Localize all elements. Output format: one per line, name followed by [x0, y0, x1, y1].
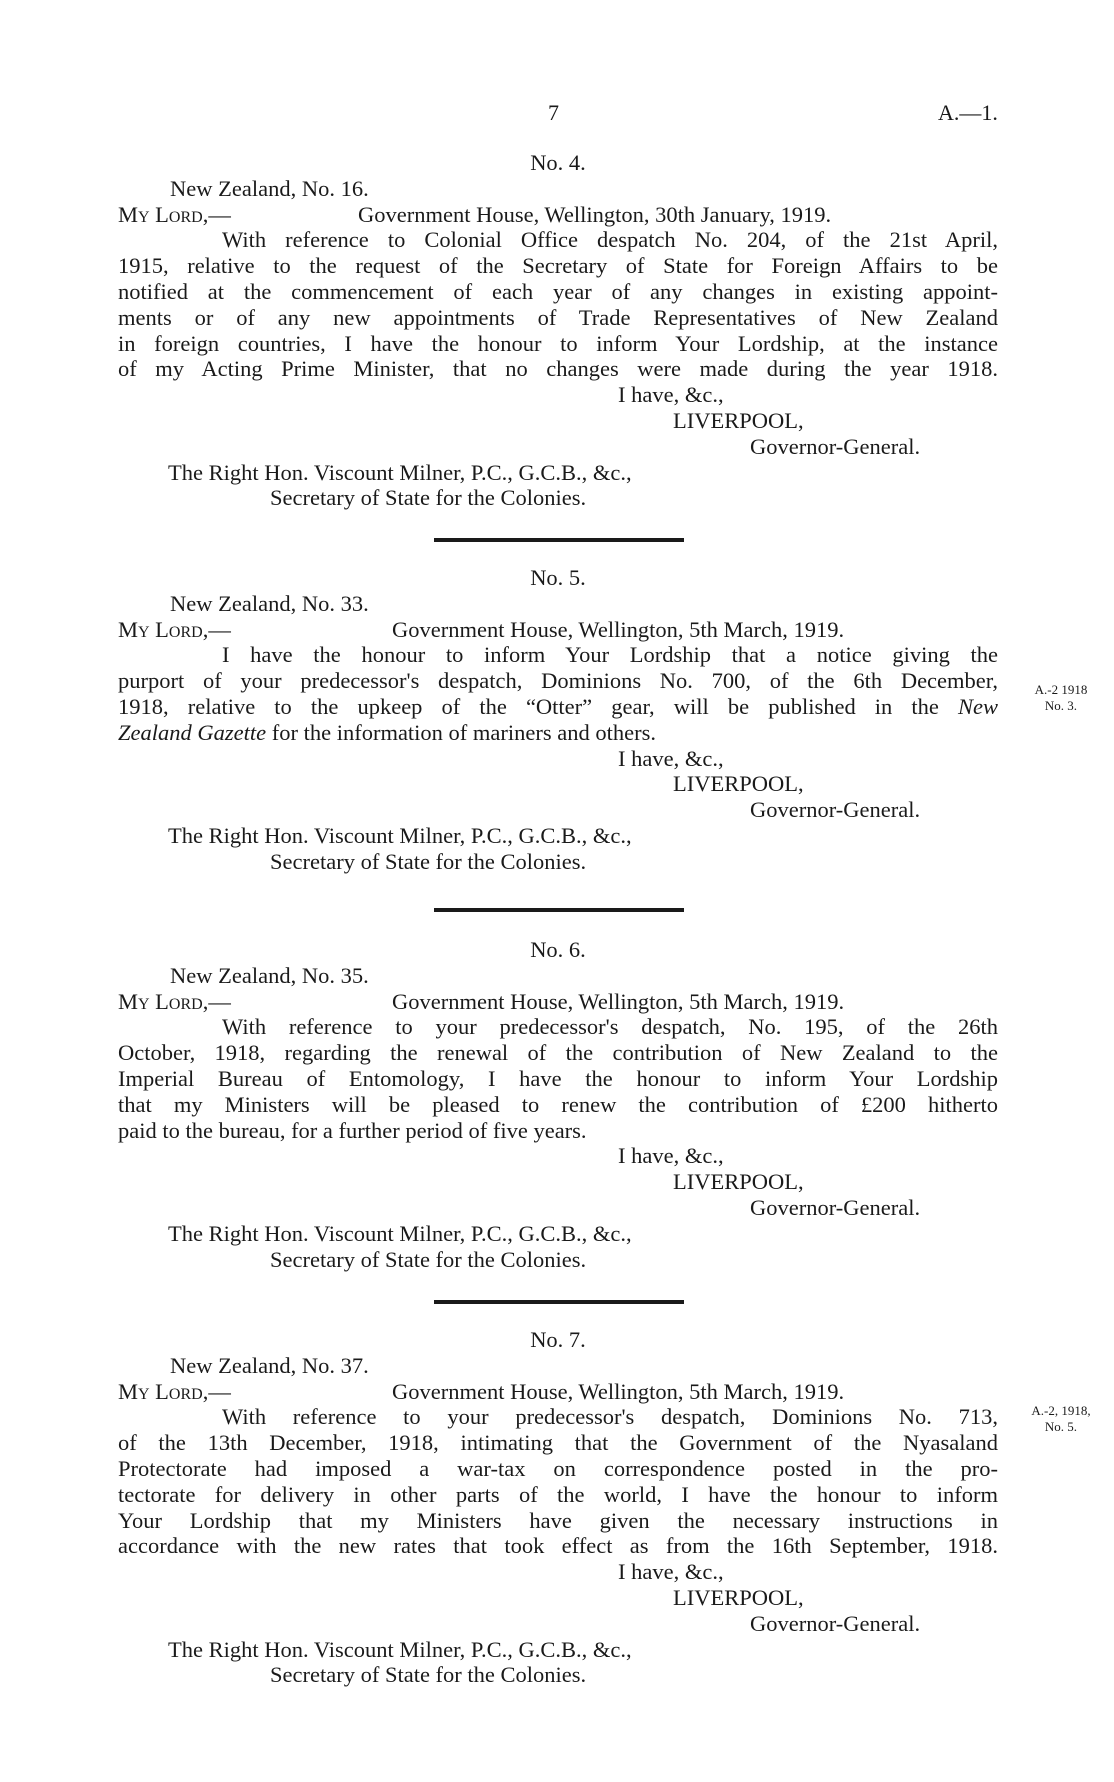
- letter-no-6: [118, 937, 998, 1272]
- letter-number: No. 4.: [530, 150, 586, 175]
- section-divider: [434, 538, 684, 542]
- signatory-title: Governor-General.: [750, 1194, 921, 1220]
- body-line: October, 1918, regarding the renewal of the contribution of New Zealand to the: [118, 1040, 998, 1066]
- body-line: [118, 694, 998, 720]
- body-text: 1918, relative to the upkeep of the “Otter” gear, will be published in the: [118, 693, 939, 719]
- addressee-office: Secretary of State for the Colonies.: [270, 1246, 587, 1272]
- salutation: My Lord,—: [118, 201, 231, 227]
- letter-reference: New Zealand, No. 35.: [170, 962, 369, 988]
- body-line: tectorate for delivery in other parts of the world, I have the honour to inform: [118, 1481, 998, 1507]
- page-number: 7: [548, 100, 559, 125]
- signature: LIVERPOOL,: [673, 407, 804, 433]
- letter-no-4: [118, 150, 998, 511]
- body-line: [118, 720, 998, 746]
- margin-note: [1016, 1403, 1106, 1435]
- addressee: The Right Hon. Viscount Milner, P.C., G.C.B., &c.,: [168, 822, 632, 848]
- addressee-office: Secretary of State for the Colonies.: [270, 485, 587, 511]
- signature: LIVERPOOL,: [673, 771, 804, 797]
- letter-reference: New Zealand, No. 37.: [170, 1352, 369, 1378]
- sender-address: Government House, Wellington, 5th March, 1919.: [392, 988, 845, 1014]
- body-line: With reference to your predecessor's despatch, No. 195, of the 26th: [222, 1014, 998, 1040]
- sender-address: Government House, Wellington, 5th March, 1919.: [392, 1378, 845, 1404]
- body-line: With reference to your predecessor's despatch, Dominions No. 713,: [222, 1404, 998, 1430]
- body-italic: Zealand Gazette: [118, 719, 267, 745]
- body-line: With reference to Colonial Office despatch No. 204, of the 21st April,: [222, 227, 998, 253]
- body-line: ments or of any new appointments of Trade Representatives of New Zealand: [118, 304, 998, 330]
- addressee-office: Secretary of State for the Colonies.: [270, 1662, 587, 1688]
- addressee: The Right Hon. Viscount Milner, P.C., G.C.B., &c.,: [168, 1636, 632, 1662]
- margin-note-line: A.-2 1918: [1034, 682, 1088, 697]
- body-line: Protectorate had imposed a war-tax on correspondence posted in the pro-: [118, 1455, 998, 1481]
- body-line: that my Ministers will be pleased to renew the contribution of £200 hitherto: [118, 1091, 998, 1117]
- addressee: The Right Hon. Viscount Milner, P.C., G.C.B., &c.,: [168, 459, 632, 485]
- letter-number: No. 7.: [530, 1327, 586, 1352]
- body-line: of my Acting Prime Minister, that no changes were made during the year 1918.: [118, 356, 998, 382]
- closing: I have, &c.,: [618, 745, 724, 771]
- salutation-row: [118, 989, 998, 1015]
- body-line: in foreign countries, I have the honour to inform Your Lordship, at the instance: [118, 330, 998, 356]
- body-text: for the information of mariners and others.: [266, 719, 656, 745]
- closing: I have, &c.,: [618, 382, 724, 408]
- sender-address: Government House, Wellington, 30th January, 1919.: [358, 201, 832, 227]
- margin-note-line: No. 5.: [1044, 1419, 1078, 1434]
- section-divider: [434, 1300, 684, 1304]
- letter-reference: New Zealand, No. 33.: [170, 590, 369, 616]
- letter-number: No. 6.: [530, 937, 586, 962]
- addressee-office: Secretary of State for the Colonies.: [270, 848, 587, 874]
- letter-number: No. 5.: [530, 565, 586, 590]
- body-line: accordance with the new rates that took effect as from the 16th September, 1918.: [118, 1533, 998, 1559]
- signatory-title: Governor-General.: [750, 1610, 921, 1636]
- closing: I have, &c.,: [618, 1143, 724, 1169]
- body-line: paid to the bureau, for a further period of five years.: [118, 1117, 587, 1143]
- document-reference: A.—1.: [938, 100, 998, 125]
- letter-no-5: [118, 565, 998, 875]
- margin-note: [1016, 682, 1106, 714]
- salutation: My Lord,—: [118, 988, 231, 1014]
- salutation: My Lord,—: [118, 1378, 231, 1404]
- signatory-title: Governor-General.: [750, 433, 921, 459]
- salutation-row: [118, 1379, 998, 1405]
- letter-no-7: [118, 1327, 998, 1688]
- body-line: 1915, relative to the request of the Secretary of State for Foreign Affairs to be: [118, 253, 998, 279]
- body-line: of the 13th December, 1918, intimating that the Government of the Nyasaland: [118, 1430, 998, 1456]
- addressee: The Right Hon. Viscount Milner, P.C., G.C.B., &c.,: [168, 1220, 632, 1246]
- body-italic: New: [958, 693, 999, 719]
- section-divider: [434, 908, 684, 912]
- margin-note-line: A.-2, 1918,: [1031, 1403, 1091, 1418]
- salutation-row: [118, 617, 998, 643]
- signature: LIVERPOOL,: [673, 1584, 804, 1610]
- signatory-title: Governor-General.: [750, 797, 921, 823]
- margin-note-line: No. 3.: [1044, 698, 1078, 713]
- body-line: Imperial Bureau of Entomology, I have the honour to inform Your Lordship: [118, 1065, 998, 1091]
- closing: I have, &c.,: [618, 1559, 724, 1585]
- letter-reference: New Zealand, No. 16.: [170, 175, 369, 201]
- body-line: Your Lordship that my Ministers have given the necessary instructions in: [118, 1507, 998, 1533]
- sender-address: Government House, Wellington, 5th March, 1919.: [392, 616, 845, 642]
- signature: LIVERPOOL,: [673, 1169, 804, 1195]
- body-line: I have the honour to inform Your Lordship that a notice giving the: [222, 642, 998, 668]
- salutation-row: [118, 202, 998, 228]
- body-line: purport of your predecessor's despatch, Dominions No. 700, of the 6th December,: [118, 668, 998, 694]
- body-line: notified at the commencement of each year of any changes in existing appoint-: [118, 278, 998, 304]
- salutation: My Lord,—: [118, 616, 231, 642]
